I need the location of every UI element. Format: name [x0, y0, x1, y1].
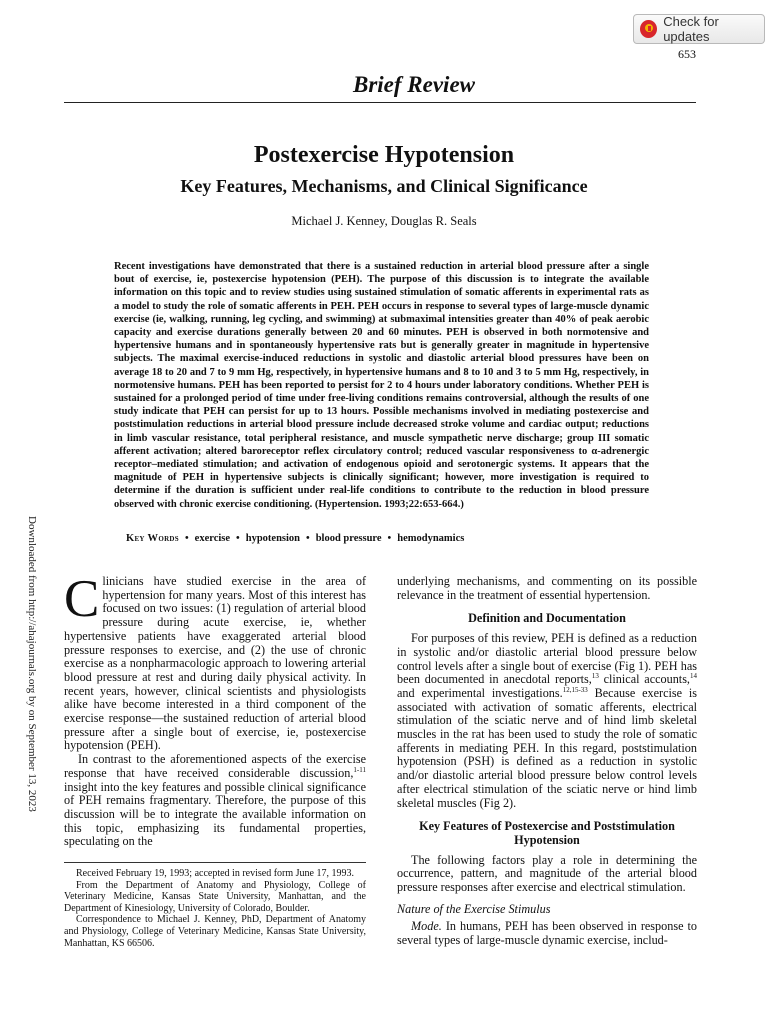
paragraph: In contrast to the aforementioned aspects of the exercise response that have received considerable discussion,$^{1-11}$ insight into the key features and possible clinical significance of PEH remains fragmentary. Therefore, the purpose of this discussion will be to integrate the available information on this topic, emphasizing its fundamental properties, speculating on the: [64, 752, 366, 849]
footnote-rule: [64, 862, 366, 863]
keywords-label: Key Words: [126, 533, 179, 544]
abstract-citation: (Hypertension. 1993;22:653-664.): [314, 498, 464, 510]
keyword: exercise: [194, 533, 231, 544]
download-note: Downloaded from http://ahajournals.org by on September 13, 2023: [26, 516, 38, 812]
check-for-updates-button[interactable]: [633, 14, 765, 44]
footnote-affiliation: From the Department of Anatomy and Physiology, College of Veterinary Medicine, Kansas State University, Manhattan, and the Department of Kinesiology, University of Colorado, Boulder.: [64, 879, 366, 914]
footnote-correspondence: Correspondence to Michael J. Kenney, PhD, Department of Anatomy and Physiology, College of Veterinary Medicine, Kansas State University, Manhattan, KS 66506.: [64, 914, 366, 949]
section-heading-definition: Definition and Documentation: [468, 611, 626, 626]
abstract-text: Recent investigations have demonstrated that there is a sustained reduction in arterial blood pressure after a single bout of exercise, ie, postexercise hypotension (PEH). The purpose of this discussion is to integrate the available information on this topic and to review studies using sustained stimulation of somatic afferents in experimental rats as a model to study the role of somatic afferents in PEH. PEH occurs in response to several types of large-muscle dynamic exercise (ie, walking, running, leg cycling, and swimming) at submaximal intensities greater than 40% of peak aerobic capacity and exercise durations generally between 20 and 60 minutes. PEH is observed in both normotensive and hypertensive humans and in spontaneously hypertensive rats but is generally greater in magnitude in hypertensive subjects. The maximal exercise-induced reductions in systolic and diastolic arterial blood pressures have been on average 18 to 20 and 7 to 9 mm Hg, respectively, in hypertensive humans and 8 to 10 and 3 to 5 mm Hg, respectively, in normotensive humans. PEH has been reported to persist for 2 to 4 hours under laboratory conditions. Whether PEH is sustained for a prolonged period of time under free-living conditions remains controversial, although the results of one study indicate that PEH can persist for up to 13 hours. Possible mechanisms involved in mediating postexercise and poststimulation reductions in arterial blood pressure include decreased stroke volume and cardiac output; reductions in limb vascular resistance, total peripheral resistance, and muscle sympathetic nerve discharge; group III somatic afferent activation; altered baroreceptor reflex circulatory control; reduced vascular responsiveness to α-adrenergic receptor–mediated stimulation; and activation of endogenous opioid and serotonergic systems. It appears that the magnitude of PEH in hypertensive subjects is clinically significant; however, more investigation is required to determine if the duration is sufficient under real-life conditions to contribute to the reduction in blood pressure observed with chronic exercise conditioning.: [114, 261, 649, 510]
paragraph: Mode. In humans, PEH has been observed in response to several types of large-muscle dynamic exercise, includ-: [397, 919, 697, 948]
abstract: [114, 260, 649, 511]
crossmark-icon: [640, 20, 657, 38]
section-heading: Brief Review: [353, 72, 475, 97]
paragraph-continued: underlying mechanisms, and commenting on its possible relevance in the treatment of essential hypertension.: [397, 574, 697, 602]
paragraph: The following factors play a role in determining the occurrence, pattern, and magnitude of the arterial blood pressure responses after exercise and electrical stimulation.: [397, 852, 697, 895]
body-column-left: [64, 570, 366, 849]
keyword: hypotension: [245, 533, 301, 544]
section-heading-key-features: Key Features of Postexercise and Poststimulation Hypotension: [419, 819, 675, 847]
drop-cap: C: [64, 570, 100, 628]
download-watermark: [26, 516, 46, 812]
keyword: hemodynamics: [397, 533, 465, 544]
check-for-updates-label: Check for updates: [663, 14, 719, 44]
article-authors: Michael J. Kenney, Douglas R. Seals: [291, 214, 477, 228]
intro-paragraph: Clinicians have studied exercise in the area of hypertension for many years. Most of this interest has focused on two issues: (1) regulation of arterial blood pressure during acute exercise, ie, whether hypertensive patients have exaggerated arterial blood pressure responses to exercise, and (2) the use of chronic exercise as a nonpharmacologic approach to lowering arterial blood pressure at rest and during daily physical activity. In recent years, however, clinical scientists and physiologists alike have become interested in a third component of the exercise response—the sustained reduction of arterial blood pressure after a single bout of exercise, ie, postexercise hypotension (PEH).: [64, 570, 366, 753]
keyword: blood pressure: [315, 533, 382, 544]
paragraph: For purposes of this review, PEH is defined as a reduction in systolic and/or diastolic arterial blood pressure below control levels after a single bout of exercise (Fig 1). PEH has been documented in anecdotal reports,$^{13}$ clinical accounts,$^{14}$ and experimental investigations.$^{12,15-33}$ Because exercise is associated with activation of somatic afferents, electrical stimulation of the sciatic nerve and of hind limb skeletal muscles in the rat has been used to study the role of somatic afferents in mediating PEH. In this regard, poststimulation hypotension (PSH) is defined as a reduction in systolic and/or diastolic arterial blood pressure below control levels after electrical stimulation of the sciatic nerve or hind limb skeletal muscles (Fig 2).: [397, 631, 698, 810]
keywords: Key Words • exercise • hypotension • blood pressure • hemodynamics: [126, 533, 465, 544]
footnotes: [64, 868, 366, 949]
header-rule: [64, 102, 696, 103]
page-number: 653: [678, 47, 696, 61]
article-subtitle: Key Features, Mechanisms, and Clinical Significance: [180, 176, 588, 196]
footnote-received: Received February 19, 1993; accepted in revised form June 17, 1993.: [76, 868, 354, 879]
body-column-right: [397, 575, 697, 948]
article-title: Postexercise Hypotension: [253, 142, 515, 168]
subsection-heading: Nature of the Exercise Stimulus: [397, 901, 551, 916]
